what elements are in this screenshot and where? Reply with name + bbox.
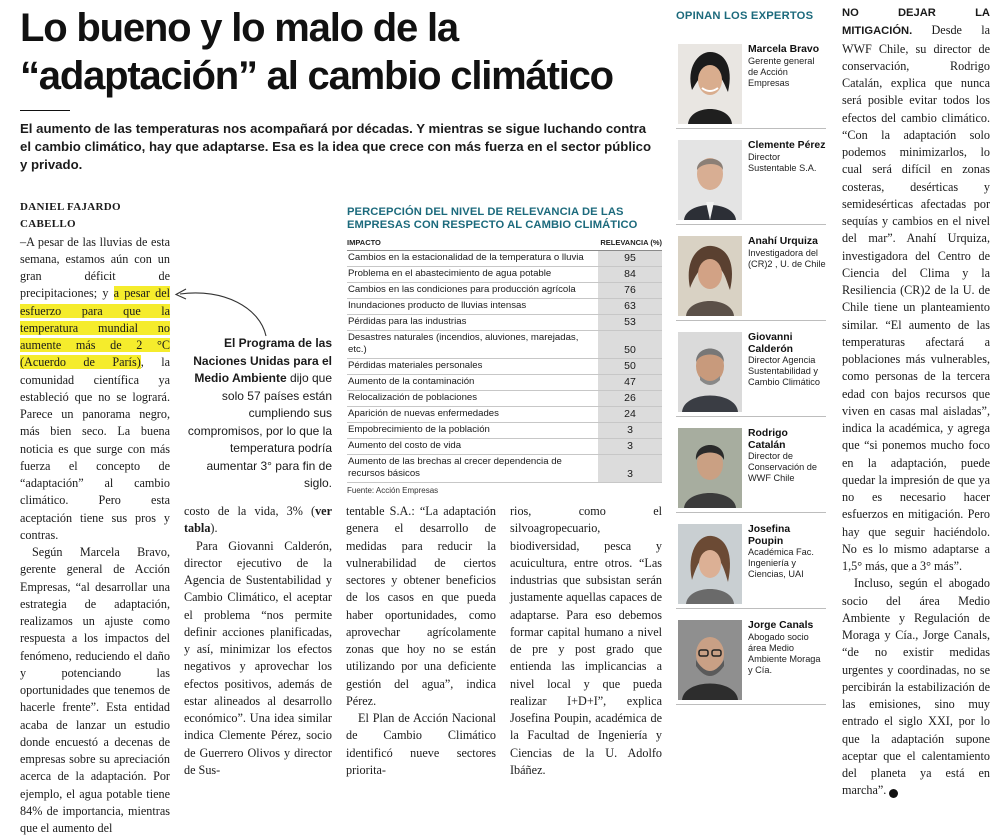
expert-name: Marcela Bravo [748, 44, 820, 55]
expert-role: Gerente general de Acción Empresas [748, 55, 815, 88]
portrait-icon [678, 44, 742, 124]
table-cell-impact: Aparición de nuevas enfermedades [348, 408, 499, 419]
headline [20, 4, 660, 100]
table-body [347, 251, 662, 483]
expert-photo [678, 236, 742, 316]
col5-paragraph-2 [842, 575, 990, 799]
col1-p1-end: , la comunidad científica ya estableció que no se logrará. Parece un panorama negro, más bien seco. La buena noticia es que surge con más fuerza el concepto de “adaptación” al cambio climático. Pero esta aceptación tiene sus pros y contras. [20, 355, 170, 542]
table-row [347, 359, 662, 375]
expert-role: Académica Fac. Ingeniería y Ciencias, UAI [748, 547, 814, 579]
section-subhead: NO DEJAR LA MITIGACIÓN. [842, 7, 990, 38]
table-row [347, 299, 662, 315]
table-cell-value: 53 [598, 315, 662, 330]
table-cell-impact: Pérdidas materiales personales [348, 360, 483, 371]
headline-rule [20, 110, 70, 111]
expert-card-anahi-urquiza [676, 232, 826, 321]
col5-p1-text: Desde la WWF Chile, su director de conservación, Rodrigo Catalán, explica que nunca será posible evitar todos los efectos del cambio climático. “Con la adaptación solo podemos minimizarlos, lo cual será difícil en zonas costeras, desérticas y semidesérticas afectadas por sequías y cambios en el nivel del mar”. Anahí Urquiza, investigadora del Centro de Ciencia del Clima y la Resiliencia (CR)2 de la U. de Chile tiene un planteamiento similar. “El aumento de las temperaturas afectará a poblaciones más vulnerables, como personas de la tercera edad con bajos recursos que viven en casas mal aisladas”, indica la académica, y agrega que “si ponemos mucho foco en la adaptación, puede quedar la impresión de que ya no es necesario hacer esfuerzos en mitigación. Pero hay que seguir haciéndolo. No es lo mismo adaptarse a 1,5° más, que a 3° más”. [842, 23, 990, 573]
relevance-table [347, 206, 662, 495]
expert-photo [678, 428, 742, 508]
col5-p2-text: Incluso, según el abogado socio del área Medio Ambiente y Regulación de Moraga y Cía., Jorge Canals, “de no existir medidas urgentes y coordinadas, no se percibirán la estabilización de las emisiones, sino muy entrado el siglo XXI, por lo que la adaptación supone aceptar que el calentamiento del planeta ya está en marcha”. [842, 576, 990, 798]
callout [178, 335, 332, 493]
col1-paragraph-2: Según Marcela Bravo, gerente general de Acción Empresas, “al desarrollar una estrategia de adaptación, realizamos un ajuste como respuesta a los impactos del fenómeno, reduciendo el daño y potenciando las oportunidades que tenemos de hacerle frente”. Esta entidad acaba de lanzar un estudio donde encuestó a decenas de empresas sobre su apreciación acerca de la adaptación. Por ejemplo, el agua potable tiene 84% de importancia, mientras que el aumento del [20, 545, 170, 835]
col2-p1-end: ). [210, 521, 218, 536]
headline-line-1: Lo bueno y lo malo de la [20, 6, 458, 50]
portrait-icon [678, 140, 742, 220]
table-row [347, 455, 662, 483]
expert-role: Investigadora del (CR)2 , U. de Chile [748, 247, 826, 269]
expert-role: Director Agencia Sustentabilidad y Cambio Climático [748, 355, 820, 387]
deck: El aumento de las temperaturas nos acompañará por décadas. Y mientras se sigue luchando contra el cambio climático, hay que adaptarse. Esa es la idea que crece con más fuerza en el sector público y privado. [20, 121, 652, 172]
col2-paragraph-2: Para Giovanni Calderón, director ejecutivo de la Agencia de Sustentabilidad y Cambio Climático, el aceptar el problema “nos permite definir acciones planificadas, y así, minimizar los efectos negativos y aprovechar los efectos positivos, además de estar alineados al desarrollo económico”. Una idea similar indica Clemente Pérez, socio de Guerrero Olivos y director de Sus- [184, 538, 332, 777]
table-cell-impact: Relocalización de poblaciones [348, 392, 478, 403]
expert-name: Anahí Urquiza [748, 236, 818, 247]
table-header [347, 238, 662, 251]
column-2 [184, 503, 332, 779]
col2-paragraph-1 [184, 503, 332, 538]
col5-paragraph-1 [842, 4, 990, 575]
column-5 [842, 4, 990, 800]
portrait-icon [678, 524, 742, 604]
expert-photo [678, 140, 742, 220]
table-cell-impact: Desastres naturales (incendios, aluviones, marejadas, etc.) [348, 332, 579, 355]
table-row [347, 407, 662, 423]
portrait-icon [678, 428, 742, 508]
highlighted-text: a pesar del esfuerzo para que la temperatura mundial no aumente más de 2 °C (Acuerdo de París) [20, 286, 171, 370]
expert-card-jorge-canals [676, 616, 826, 705]
table-cell-impact: Problema en el abastecimiento de agua potable [348, 268, 552, 279]
experts-title: OPINAN LOS EXPERTOS [676, 10, 814, 22]
expert-card-josefina-poupin [676, 520, 826, 609]
expert-card-clemente-perez [676, 136, 826, 225]
expert-name: Josefina Poupin [748, 524, 791, 547]
column-4 [510, 503, 662, 779]
col3-paragraph-1: tentable S.A.: “La adaptación genera el desarrollo de medidas para reducir la vulnerabilidad de ciertos sectores y obtener beneficios de los casos en que pueda haber oportunidades, como aprovechar agrícolamente zonas que hoy no se están utilizando por una deficiente gestión del agua”, indica Pérez. [346, 504, 496, 708]
see-table-ref: ver tabla [184, 504, 332, 536]
expert-role: Director de Conservación de WWF Chile [748, 451, 817, 483]
table-cell-impact: Aumento de la contaminación [348, 376, 475, 387]
table-row [347, 391, 662, 407]
expert-role: Abogado socio área Medio Ambiente Moraga y Cía. [748, 631, 821, 675]
table-cell-value: 63 [598, 299, 662, 314]
table-source: Fuente: Acción Empresas [347, 486, 439, 495]
expert-name: Giovanni Calderón [748, 332, 794, 355]
column-3 [346, 503, 496, 779]
col1-paragraph-1 [20, 234, 170, 545]
table-cell-impact: Aumento del costo de vida [348, 440, 462, 451]
table-cell-value: 24 [598, 407, 662, 422]
table-row [347, 439, 662, 455]
table-cell-value: 84 [598, 267, 662, 282]
table-cell-impact: Aumento de las brechas al crecer dependencia de recursos básicos [348, 456, 562, 479]
byline: DANIEL FAJARDO CABELLO [20, 201, 121, 231]
table-cell-value: 50 [598, 331, 662, 358]
table-row [347, 423, 662, 439]
table-row [347, 315, 662, 331]
table-cell-value: 95 [598, 251, 662, 266]
column-1 [20, 199, 170, 837]
table-cell-impact: Inundaciones producto de lluvias intensas [348, 300, 527, 311]
table-cell-impact: Cambios en las condiciones para producción agrícola [348, 284, 576, 295]
expert-card-giovanni-calderon [676, 328, 826, 417]
table-row [347, 331, 662, 359]
table-cell-value: 3 [598, 423, 662, 438]
table-cell-impact: Empobrecimiento de la población [348, 424, 490, 435]
expert-photo [678, 332, 742, 412]
table-cell-value: 76 [598, 283, 662, 298]
col3-paragraph-2: El Plan de Acción Nacional de Cambio Climático identificó nueve sectores priorita- [346, 711, 496, 777]
table-cell-value: 50 [598, 359, 662, 374]
col4-paragraph-1: rios, como el silvoagropecuario, biodiversidad, pesca y acuicultura, entre otros. “Las industrias que subsistan serán justamente aquellas capaces de adaptarse. Para eso debemos formar capital humano a nivel de pre y post grado que entienda las implicancias a nivel local y que pueda realizar I+D+I”, explica Josefina Poupin, académica de la Facultad de Ingeniería y Ciencias de la U. Adolfo Ibáñez. [510, 504, 662, 777]
expert-name: Jorge Canals [748, 620, 814, 631]
table-header-relevance: RELEVANCIA (%) [600, 238, 662, 247]
expert-name: Rodrigo Catalán [748, 428, 788, 451]
table-cell-value: 3 [598, 455, 662, 482]
table-row [347, 251, 662, 267]
table-cell-value: 3 [598, 439, 662, 454]
expert-photo [678, 524, 742, 604]
end-mark-icon: P [889, 789, 898, 798]
expert-card-marcela-bravo [676, 40, 826, 129]
table-cell-impact: Pérdidas para las industrias [348, 316, 467, 327]
table-cell-value: 26 [598, 391, 662, 406]
table-cell-value: 47 [598, 375, 662, 390]
expert-role: Director Sustentable S.A. [748, 151, 817, 173]
expert-photo [678, 620, 742, 700]
table-cell-impact: Cambios en la estacionalidad de la temperatura o lluvia [348, 252, 584, 263]
callout-text: dijo que solo 57 países están cumpliendo sus compromisos, por lo que la temperatura podría aumentar 3° para fin de siglo. [187, 371, 332, 490]
callout-bold: El Programa de las Naciones Unidas para el Medio Ambiente [193, 336, 332, 385]
portrait-icon [678, 332, 742, 412]
table-row [347, 283, 662, 299]
col1-p1-start: –A pesar de las lluvias de esta semana, estamos aún con un gran déficit de precipitaciones; y [20, 234, 170, 301]
col2-p1-start: costo de la vida, 3% ( [184, 504, 316, 518]
headline-line-2: “adaptación” al cambio climático [20, 54, 613, 98]
portrait-icon [678, 620, 742, 700]
callout-arrow-icon [168, 280, 278, 340]
table-header-impact: IMPACTO [347, 238, 381, 247]
table-row [347, 375, 662, 391]
expert-name: Clemente Pérez [748, 140, 826, 151]
table-row [347, 267, 662, 283]
portrait-icon [678, 236, 742, 316]
table-title: PERCEPCIÓN DEL NIVEL DE RELEVANCIA DE LAS EMPRESAS CON RESPECTO AL CAMBIO CLIMÁTICO [347, 206, 638, 231]
expert-photo [678, 44, 742, 124]
expert-card-rodrigo-catalan [676, 424, 826, 513]
